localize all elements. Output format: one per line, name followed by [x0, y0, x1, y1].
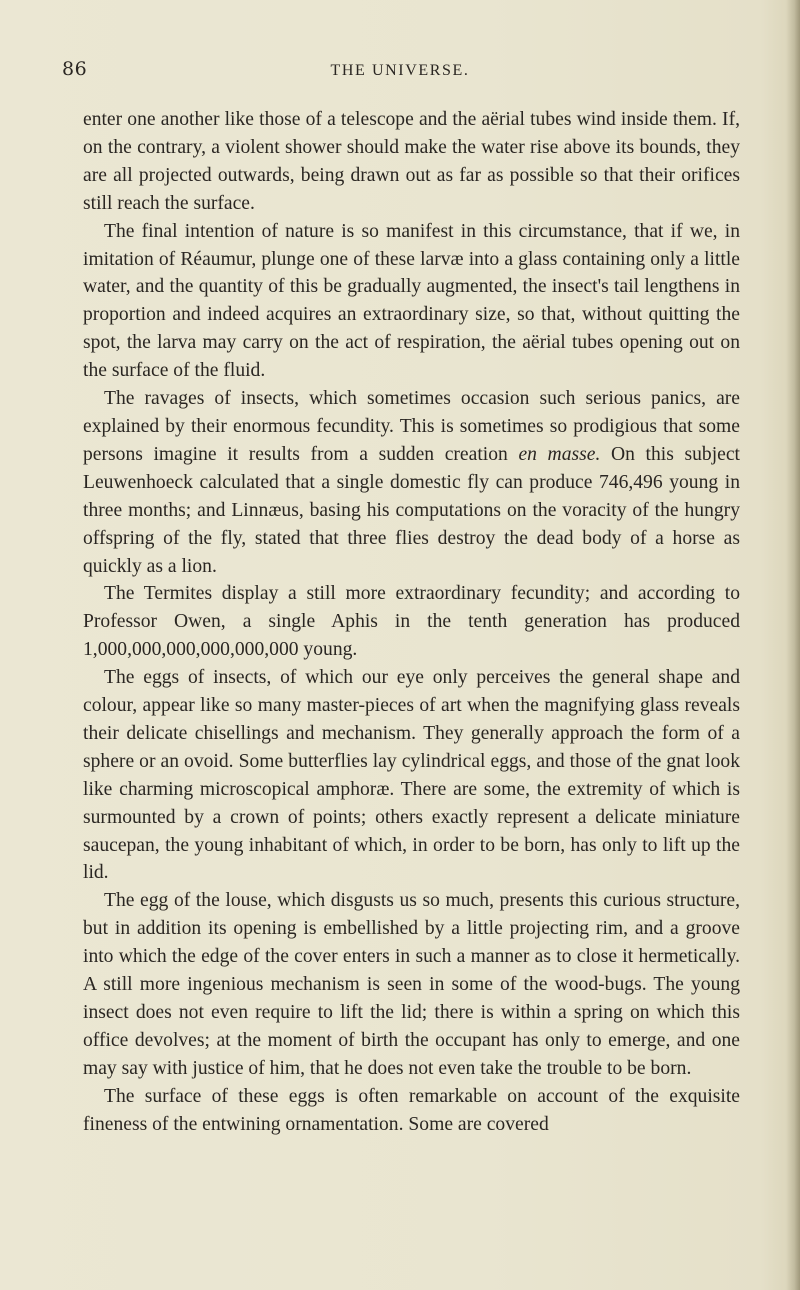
page-edge-shadow: [786, 0, 800, 1290]
page-number: 86: [62, 58, 88, 80]
paragraph-text: The ravages of insects, which sometimes occasion such serious panics, are explained by their enormous fecundity. This is sometimes so prodigious that some persons imagine it results from a sudden creation: [83, 388, 740, 465]
paragraph-text: On this subject Leuwenhoeck calculated that a single domestic fly can produce 746,496 young in three months; and Linnæus, basing his computations on the voracity of the hungry offspring of the fly, stated that three flies destroy the dead body of a horse as quickly as a lion.: [83, 443, 740, 577]
paragraph-continues: The surface of these eggs is often remarkable on account of the exquisite fineness of the entwining ornamentation. Some are covered: [83, 1085, 740, 1135]
paragraph: [83, 385, 740, 580]
paragraph: The eggs of insects, of which our eye only perceives the general shape and colour, appear like so many master-pieces of art when the magnifying glass reveals their delicate chisellings and mechanism. They generally approach the form of a sphere or an ovoid. Some butterflies lay cylindrical eggs, and those of the gnat look like charming microscopical amphoræ. There are some, the extremity of which is surmounted by a crown of points; others exactly represent a delicate miniature saucepan, the young inhabitant of which, in order to be born, has only to lift up the lid.: [83, 667, 740, 884]
running-title: THE UNIVERSE.: [330, 62, 470, 79]
paragraph: The Termites display a still more extraordinary fecundity; and according to Professor Owen, a single Aphis in the tenth generation has produced 1,000,000,000,000,000,000 young.: [83, 583, 740, 661]
paragraph-continued: enter one another like those of a telescope and the aërial tubes wind inside them. If, on the contrary, a violent shower should make the water rise above its bounds, they are all projected outwards, being drawn out as far as possible so that their orifices still reach the surface.: [83, 109, 740, 214]
paragraph: The egg of the louse, which disgusts us so much, presents this curious structure, but in addition its opening is embellished by a little projecting rim, and a groove into which the edge of the cover enters in such a manner as to close it hermetically. A still more ingenious mechanism is seen in some of the wood-bugs. The young insect does not even require to lift the lid; there is within a spring on which this office devolves; at the moment of birth the occupant has only to emerge, and one may say with justice of him, that he does not even take the trouble to be born.: [83, 890, 740, 1079]
paragraph: The final intention of nature is so manifest in this circumstance, that if we, in imitation of Réaumur, plunge one of these larvæ into a glass containing only a little water, and the quantity of this be gradually augmented, the insect's tail lengthens in proportion and indeed acquires an extraordinary size, so that, without quitting the spot, the larva may carry on the act of respiration, the aërial tubes opening out on the surface of the fluid.: [83, 220, 740, 382]
italic-phrase: en masse.: [518, 443, 601, 465]
body-text: [83, 106, 740, 1139]
